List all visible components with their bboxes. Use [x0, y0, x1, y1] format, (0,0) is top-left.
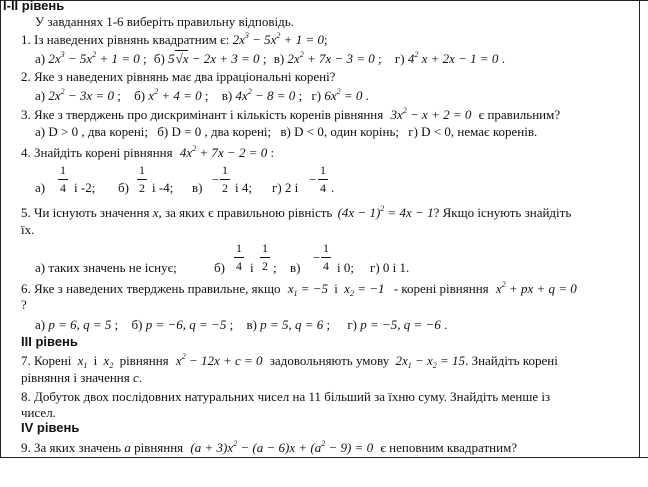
instruction-text: У завданнях 1-6 виберіть правильну відповідь.: [35, 14, 294, 29]
question-8-line-2: чисел.: [21, 405, 56, 420]
q1-option-c-label: в): [273, 51, 285, 66]
q1-option-a: $2x^3 - 5x^2 + 1 = 0$: [48, 50, 140, 66]
q4-option-c-label: в): [192, 180, 203, 195]
q6-option-d-label: г): [347, 317, 358, 332]
q6-root-1: $x_1 = -5$: [287, 281, 329, 298]
q2-option-b-label: б): [134, 88, 146, 103]
question-1-answers: а) $2x^3 - 5x^2 + 1 = 0$ ; б) 5√x − 2x + 3 = 0 ; в) $2x^2 + 7x - 3 = 0$ ; г) $4^2$ x + 2x − 1 = 0 .: [35, 50, 505, 66]
q4-option-c-fraction: 1 2: [222, 163, 228, 195]
question-6-text-wrap: ?: [21, 297, 27, 312]
question-1-text: 1. Із наведених рівнянь квадратним є: $2x^3 - 5x^2 + 1 = 0$;: [21, 31, 328, 47]
q4-option-a-tail: і -2;: [74, 180, 96, 195]
q5-option-b-mid: і: [250, 260, 254, 275]
q3-option-b: б) D = 0 , два корені;: [157, 124, 272, 139]
question-2-text: 2. Яке з наведених рівнянь має два ірраціональні корені?: [21, 69, 336, 84]
q1-option-a-label: а): [35, 51, 46, 66]
q6-root-2: $x_2 = -1$: [344, 281, 385, 298]
right-border: [639, 0, 640, 457]
q2-option-d: $6x^2 = 0$: [324, 87, 363, 103]
q7-equation: $x^2 - 12x + c = 0$: [175, 352, 263, 368]
q4-option-a-label: а): [35, 180, 46, 195]
q1-option-d: $4^2$ x + 2x − 1 = 0: [407, 50, 499, 66]
q2-option-c-label: в): [221, 88, 233, 103]
q6-equation: $x^2$ + px + q = 0: [495, 280, 577, 296]
q6-option-b-label: б): [131, 317, 143, 332]
q2-option-d-label: г): [311, 88, 322, 103]
q9-equation: $(a + 3)x^2 - (a - 6)x + (a^2 - 9) = 0$: [190, 439, 374, 455]
section-header-level-1-2: I-II рівень: [3, 0, 65, 13]
question-4-text: 4. Знайдіть корені рівняння $4x^2 + 7x - 2 = 0$ :: [21, 144, 275, 160]
q4-option-d-label: г) 2 і: [272, 180, 299, 195]
left-border: [0, 0, 1, 457]
q5-option-d: г) 0 і 1.: [370, 260, 410, 275]
q3-option-c: в) D < 0, один корінь;: [280, 124, 400, 139]
q4-option-d-end: .: [331, 180, 335, 195]
question-7-text-wrap: рівняння і значення c.: [21, 370, 143, 385]
q4-option-a-fraction: 1 4: [60, 163, 66, 195]
q5-option-b-tail: ;: [273, 260, 277, 275]
q3-option-a: а) D > 0 , два корені;: [35, 124, 149, 139]
q2-option-c: $4x^2 - 8 = 0$: [235, 87, 296, 103]
q4-equation: $4x^2 + 7x - 2 = 0$: [179, 144, 268, 160]
question-8-line-1: 8. Добуток двох послідовних натуральних чисел на 11 більший за їхню суму. Знайдіть менше із: [21, 389, 551, 404]
bottom-border: [0, 457, 648, 458]
q6-option-a: p = 6, q = 5: [48, 317, 112, 332]
q4-option-d-fraction: 1 4: [320, 163, 326, 195]
q5-option-c-minus: −: [313, 250, 321, 265]
top-border: [0, 0, 648, 1]
q6-option-c: p = 5, q = 6: [260, 317, 324, 332]
question-3-text: 3. Яке з тверджень про дискримінант і кількість коренів рівняння $3x^2 - x + 2 = 0$ є правильним?: [21, 106, 561, 122]
q3-equation: $3x^2 - x + 2 = 0$: [390, 106, 472, 122]
q2-option-a-label: а): [35, 88, 46, 103]
q2-option-a: $2x^2 - 3x = 0$: [48, 87, 114, 103]
question-5-text: 5. Чи існують значення x, за яких є правильною рівність $(4x - 1)^2 = 4x - 1$? Якщо існують знайдіть: [21, 204, 572, 220]
q5-option-b-fraction-1: 1 4: [236, 241, 242, 273]
q4-option-c-tail: і 4;: [235, 180, 252, 195]
q5-option-c-fraction: 1 4: [323, 241, 329, 273]
q1-option-d-label: г): [394, 51, 405, 66]
q6-option-c-label: в): [246, 317, 257, 332]
q6-option-a-label: а): [35, 317, 46, 332]
question-1-label: 1. Із наведених рівнянь квадратним є:: [21, 32, 230, 47]
question-6-answers: а) p = 6, q = 5 ; б) p = −6, q = −5 ; в) p = 5, q = 6 ; г) p = −5, q = −6 .: [35, 317, 448, 332]
question-3-answers: [35, 124, 537, 140]
q6-option-b: p = −6, q = −5: [145, 317, 227, 332]
question-5-text-wrap: їх.: [21, 222, 35, 237]
q4-option-d-minus: −: [309, 172, 317, 187]
question-6-text: 6. Яке з наведених тверджень правильне, якщо $x_1 = -5$ і $x_2 = -1$ - корені рівняння $x^2$ + px + q = 0: [21, 280, 577, 298]
section-header-level-4: IV рівень: [21, 420, 80, 435]
q4-option-b-fraction: 1 2: [139, 163, 145, 195]
q5-equation: $(4x - 1)^2 = 4x - 1$: [337, 204, 434, 220]
q7-condition: $2x_1 - x_2 = 15$: [395, 353, 466, 370]
q3-option-d: г) D < 0, немає коренів.: [408, 124, 538, 139]
q4-option-b-tail: і -4;: [152, 180, 174, 195]
q4-option-c-minus: −: [212, 172, 220, 187]
q1-option-b: 5√x − 2x + 3 = 0: [168, 51, 260, 66]
q1-option-b-label: б): [153, 51, 165, 66]
question-9-text: 9. За яких значень a рівняння $(a + 3)x^2 - (a - 6)x + (a^2 - 9) = 0$ є неповним квадратним?: [21, 439, 518, 455]
q5-option-a: а) таких значень не існує;: [35, 260, 177, 275]
q1-option-c: $2x^2 + 7x - 3 = 0$: [287, 50, 375, 66]
q2-option-b: $x^2 + 4 = 0$: [148, 87, 202, 103]
q5-option-c-label: в): [290, 260, 301, 275]
question-7-text: 7. Корені $x_1$ і $x_2$ рівняння $x^2 - 12x + c = 0$ задовольняють умову $2x_1 - x_2 = 15$. Знайдіть корені: [21, 352, 558, 370]
section-header-level-3: III рівень: [21, 334, 78, 349]
q4-option-b-label: б): [118, 180, 129, 195]
q6-option-d: p = −5, q = −6: [360, 317, 441, 332]
q5-option-c-tail: і 0;: [337, 260, 354, 275]
q5-option-b-label: б): [214, 260, 225, 275]
q5-option-b-fraction-2: 1 2: [262, 241, 268, 273]
question-2-answers: а) $2x^2 - 3x = 0$ ; б) $x^2 + 4 = 0$ ; в) $4x^2 - 8 = 0$ ; г) $6x^2 = 0$ .: [35, 87, 369, 103]
